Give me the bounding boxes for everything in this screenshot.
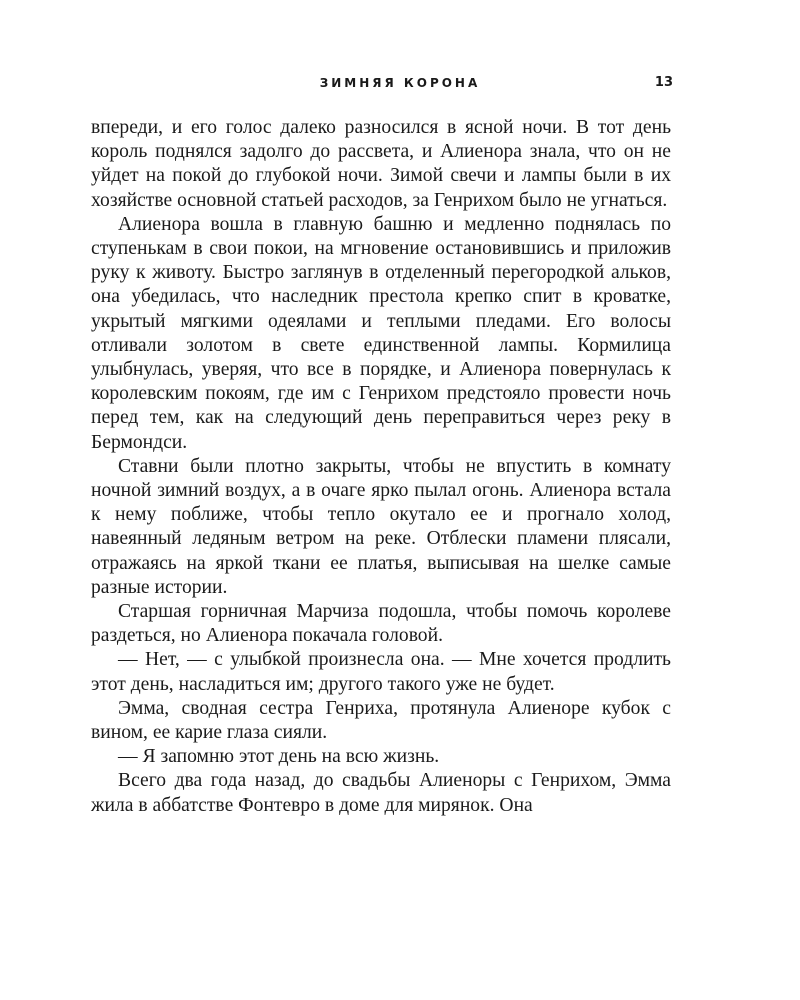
paragraph: Всего два года назад, до свадьбы Алиеноры с Генрихом, Эмма жила в аббатстве Фонтевро в доме для мирянок. Она xyxy=(91,770,671,816)
dialogue-line: — Я запомню этот день на всю жизнь. xyxy=(118,746,440,768)
paragraph: Старшая горничная Марчиза подошла, чтобы помочь королеве раздеться, но Алиенора покачала головой. xyxy=(91,601,671,647)
running-title: ЗИМНЯЯ КОРОНА xyxy=(319,76,481,90)
body-text xyxy=(91,116,671,818)
page-number: 13 xyxy=(654,75,673,90)
dialogue-line: — Нет, — с улыбкой произнесла она. — Мне хочется продлить этот день, насладиться им; другого такого уже не будет. xyxy=(91,649,671,695)
paragraph: Алиенора вошла в главную башню и медленно поднялась по ступенькам в свои покои, на мгновение остановившись и приложив руку к животу. Быстро заглянув в отделенный перегородкой альков, она убедилась, что наследник престола крепко спит в кроватке, укрытый мягкими одеялами и теплыми пледами. Его волосы отливали золотом в свете единственной лампы. Кормилица улыбнулась, уверяя, что все в порядке, и Алиенора повернулась к королевским покоям, где им с Генрихом предстояло провести ночь перед тем, как на следующий день переправиться через реку в Бермондси. xyxy=(91,213,671,453)
paragraph: Ставни были плотно закрыты, чтобы не впустить в комнату ночной зимний воздух, а в очаге ярко пылал огонь. Алиенора встала к нему поближе, чтобы тепло окутало ее и прогнало холод, навеянный ледяным ветром на реке. Отблески пламени плясали, отражаясь на яркой ткани ее платья, выписывая на шелке самые разные истории. xyxy=(91,455,671,598)
paragraph: впереди, и его голос далеко разносился в ясной ночи. В тот день король поднялся задолго до рассвета, и Алиенора знала, что он не уйдет на покой до глубокой ночи. Зимой свечи и лампы были в их хозяйстве основной статьей расходов, за Генрихом было не угнаться. xyxy=(91,117,671,211)
paragraph: Эмма, сводная сестра Генриха, протянула Алиеноре кубок с вином, ее карие глаза сияли. xyxy=(91,697,671,744)
